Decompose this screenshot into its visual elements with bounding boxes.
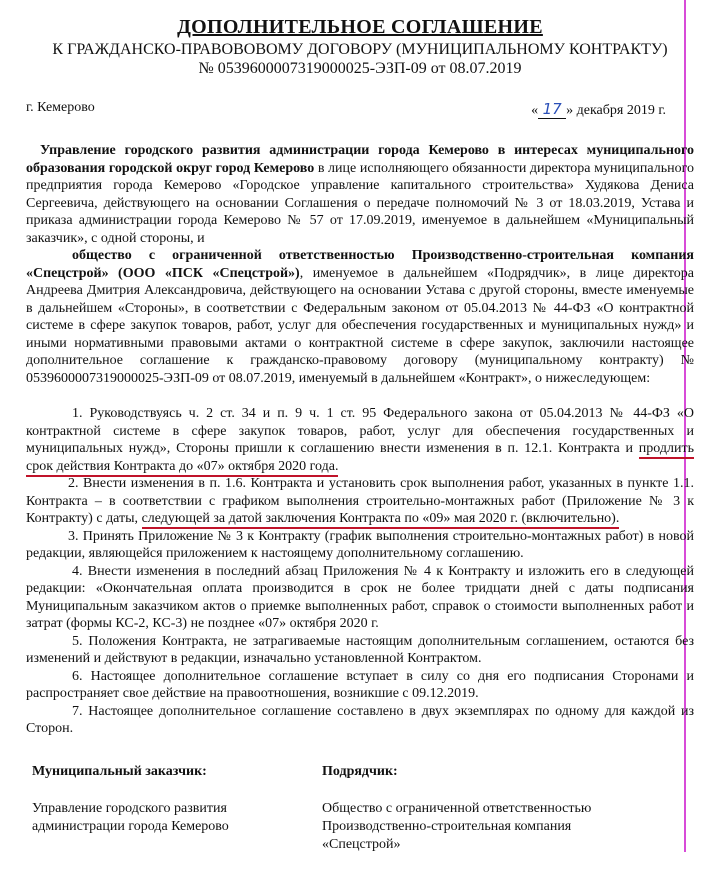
item-2 — [26, 475, 694, 528]
party2-paragraph — [26, 247, 694, 387]
item-4: 4. Внести изменения в последний абзац Приложения № 4 к Контракту и изложить его в следующей редакции: «Окончательная оплата производится в срок не более тридцати дней с даты подписания Муниципальным заказчиком актов о приемке выполненных работ, справок о стоимости выполненных работ и затрат (формы КС-2, КС-3) не позднее «07» октября 2020 г. — [26, 563, 694, 631]
date-day-handwritten: 17 — [538, 100, 566, 119]
contractor-line-1: Общество с ограниченной ответственностью — [322, 800, 592, 816]
document-page — [26, 0, 694, 874]
document-title: ДОПОЛНИТЕЛЬНОЕ СОГЛАШЕНИЕ — [177, 16, 543, 38]
contractor-line-2: Производственно-строительная компания — [322, 818, 572, 834]
contractor-signature — [322, 764, 591, 854]
item-2-text: 2. Внести изменения в п. 1.6. Контракта и установить срок выполнения работ, указанных в пункте 1.1. Контракта – в соответствии с графиком выполнения строительно-монтажных работ (Приложение № 3 к Контракту) с даты, — [26, 476, 694, 526]
contractor-label: Подрядчик: — [322, 763, 398, 779]
contract-number: № 0539600007319000025-ЭЗП-09 от 08.07.2019 — [198, 60, 522, 77]
date-open-quote: « — [531, 103, 539, 118]
item-6: 6. Настоящее дополнительное соглашение вступает в силу со дня его подписания Сторонами и распространяет свое действие на правоотношения, возникшие с 09.12.2019. — [26, 668, 694, 701]
customer-label: Муниципальный заказчик: — [32, 763, 207, 779]
customer-signature — [32, 764, 229, 836]
city: г. Кемерово — [26, 100, 95, 115]
customer-name — [32, 800, 229, 836]
party2-text: , именуемое в дальнейшем «Подрядчик», в лице директора Андреева Дмитрия Александровича, действующего на основании Устава с другой стороны, вместе именуемые в дальнейшем «Стороны», в соответствии с Федеральным законом от 05.04.2013 № 44-ФЗ «О контрактной системе в сфере закупок товаров, работ, услуг для обеспечения государственных и муниципальных нужд» и иными нормативными правовыми актами о контрактной системе в сфере закупок, заключили настоящее дополнительное соглашение к гражданско-правовому договору (муниципальному контракту) № 0539600007319000025-ЭЗП-09 от 08.07.2019, именуемый в дальнейшем «Контракт», о нижеследующем: — [26, 265, 694, 386]
item-1-text: 1. Руководствуясь ч. 2 ст. 34 и п. 9 ч. 1 ст. 95 Федерального закона от 05.04.2013 № 44-ФЗ «О контрактной системе в сфере закупок товаров, работ, услуг для обеспечения государственных и муниципальных нужд», Стороны пришли к соглашению внести изменения в п. 12.1. Контракта и — [26, 406, 694, 456]
item-5: 5. Положения Контракта, не затрагиваемые настоящим дополнительным соглашением, остаются без изменений и действуют в редакции, изначально установленной Контрактом. — [26, 633, 694, 666]
signature-block — [26, 764, 694, 874]
agreement-date — [531, 100, 666, 119]
customer-line-1: Управление городского развития — [32, 800, 227, 816]
party1-name: Управление городского развития администрации города Кемерово в интересах муниципального образования городской округ город Кемерово — [26, 143, 694, 176]
contractor-name — [322, 800, 591, 854]
party1-paragraph — [26, 142, 694, 247]
party1-text: в лице исполняющего обязанности директора муниципального предприятия города Кемерово «Городское управление капитального строительства» Худякова Дениса Сергеевича, действующего на основании Соглашения о передаче полномочий № 3 от 18.03.2019, Устава и приказа администрации города Кемерово № 57 от 17.09.2019, именуемое в дальнейшем «Муниципальный заказчик», с одной стороны, и — [26, 160, 694, 246]
item-1 — [26, 405, 694, 475]
item-1-highlight: продлить срок действия Контракта до «07» октября 2020 года. — [26, 441, 694, 477]
date-rest: » декабря 2019 г. — [566, 103, 666, 118]
document-subtitle: К ГРАЖДАНСКО-ПРАВОВОВОМУ ДОГОВОРУ (МУНИЦИПАЛЬНОМУ КОНТРАКТУ) — [52, 41, 668, 58]
place-date-row — [26, 100, 694, 120]
items-list — [26, 405, 694, 738]
contractor-line-3: «Спецстрой» — [322, 836, 401, 852]
party2-name: общество с ограниченной ответственностью Производственно-строительная компания «Спецстрой» (ООО «ПСК «Спецстрой») — [26, 248, 694, 281]
item-3: 3. Принять Приложение № 3 к Контракту (график выполнения строительно-монтажных работ) в новой редакции, являющейся приложением к настоящему дополнительному соглашению. — [26, 528, 694, 561]
item-2-highlight: следующей за датой заключения Контракта по «09» мая 2020 г. (включительно). — [142, 511, 620, 529]
customer-line-2: администрации города Кемерово — [32, 818, 229, 834]
item-7: 7. Настоящее дополнительное соглашение составлено в двух экземплярах по одному для каждой из Сторон. — [26, 703, 694, 736]
